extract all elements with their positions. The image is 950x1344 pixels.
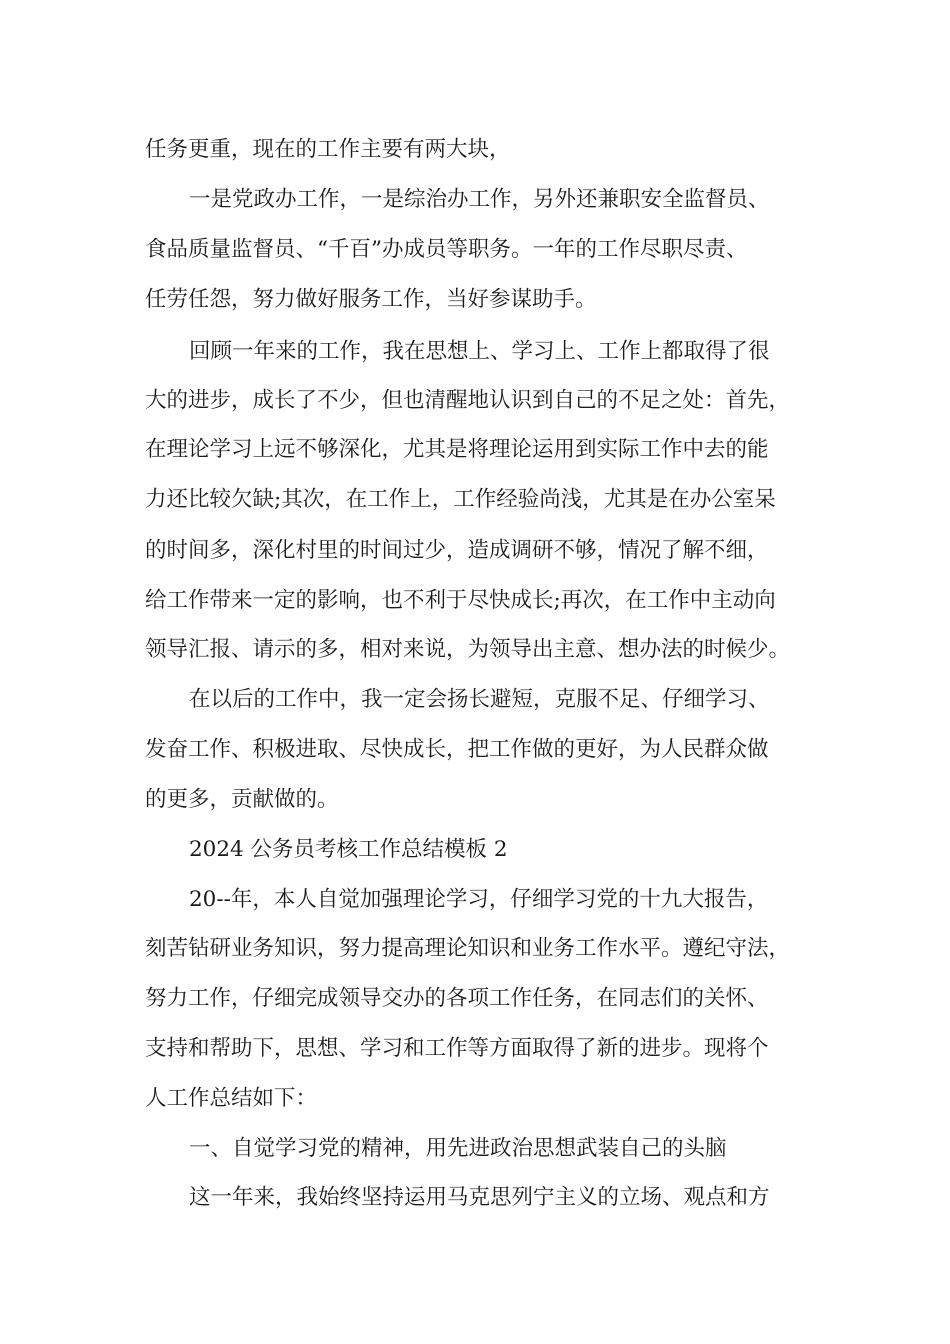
text-line: 的时间多，深化村里的时间过少，造成调研不够，情况了解不细， [145,538,769,563]
text-line: 回顾一年来的工作，我在思想上、学习上、工作上都取得了很 [189,339,770,364]
text-line: 努力工作，仔细完成领导交办的各项工作任务，在同志们的关怀、 [145,986,769,1011]
text-line: 任劳任怨，努力做好服务工作，当好参谋助手。 [145,287,597,312]
subsection-heading: 一、自觉学习党的精神，用先进政治思想武装自己的头脑 [189,1136,727,1161]
text-line: 的更多，贡献做的。 [145,787,339,812]
text-line: 在理论学习上远不够深化，尤其是将理论运用到实际工作中去的能 [145,437,769,462]
text-line: 给工作带来一定的影响，也不利于尽快成长;再次，在工作中主动向 [145,588,776,613]
text-line: 人工作总结如下： [145,1086,318,1111]
section-heading: 2024 公务员考核工作总结模板 2 [189,837,508,862]
text-line: 一是党政办工作，一是综治办工作，另外还兼职安全监督员、 [189,187,770,212]
text-line: 这一年来，我始终坚持运用马克思列宁主义的立场、观点和方 [189,1185,770,1210]
text-line: 领导汇报、请示的多，相对来说，为领导出主意、想办法的时候少。 [145,637,791,662]
text-line: 力还比较欠缺;其次，在工作上，工作经验尚浅，尤其是在办公室呆 [145,487,776,512]
text-line: 在以后的工作中，我一定会扬长避短，克服不足、仔细学习、 [189,687,770,712]
text-line: 支持和帮助下，思想、学习和工作等方面取得了新的进步。现将个 [145,1036,769,1061]
text-line: 20--年，本人自觉加强理论学习，仔细学习党的十九大报告， [189,887,769,912]
text-line: 刻苦钻研业务知识，努力提高理论知识和业务工作水平。遵纪守法， [145,936,791,961]
text-line: 任务更重，现在的工作主要有两大块， [145,137,511,162]
text-line: 发奋工作、积极进取、尽快成长，把工作做的更好，为人民群众做 [145,737,769,762]
text-line: 大的进步，成长了不少，但也清醒地认识到自己的不足之处：首先， [145,388,791,413]
text-line: 食品质量监督员、“千百”办成员等职务。一年的工作尽职尽责、 [145,237,748,262]
